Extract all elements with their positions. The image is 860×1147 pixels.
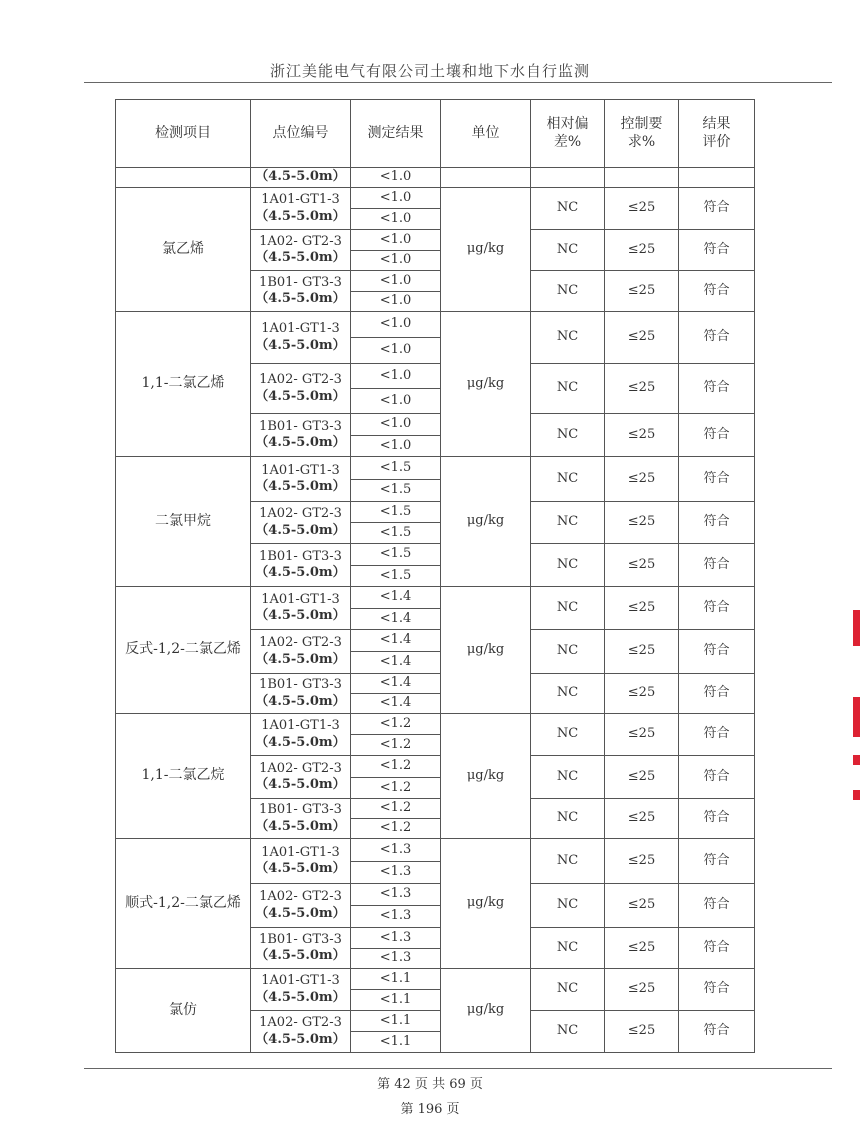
result-cell: <1.0 bbox=[351, 389, 441, 414]
point-depth: （4.5-5.0m） bbox=[255, 948, 346, 963]
header-text: 结果评价 bbox=[702, 116, 731, 150]
requirement-cell: ≤25 bbox=[605, 414, 679, 457]
point-cell bbox=[251, 587, 351, 630]
table-header-row bbox=[116, 100, 755, 168]
point-depth: （4.5-5.0m） bbox=[251, 168, 351, 188]
point-cell bbox=[251, 839, 351, 884]
requirement-cell: ≤25 bbox=[605, 799, 679, 839]
point-depth: （4.5-5.0m） bbox=[255, 693, 346, 709]
test-item: 二氯甲烷 bbox=[116, 457, 251, 587]
point-id: 1A01-GT1-3 bbox=[261, 321, 340, 337]
result-cell: <1.4 bbox=[351, 652, 441, 674]
point-depth: （4.5-5.0m） bbox=[255, 905, 346, 921]
deviation-cell: NC bbox=[531, 230, 605, 271]
point-cell bbox=[251, 884, 351, 928]
result-cell: <1.0 bbox=[351, 436, 441, 457]
point-cell bbox=[251, 414, 351, 457]
requirement-cell: ≤25 bbox=[605, 969, 679, 1011]
table-row bbox=[116, 312, 755, 338]
page-total: 第 196 页 bbox=[400, 1102, 460, 1117]
point-cell bbox=[251, 756, 351, 799]
evaluation-cell: 符合 bbox=[679, 839, 755, 884]
point-cell bbox=[251, 502, 351, 544]
result-cell: <1.0 bbox=[351, 338, 441, 364]
point-cell bbox=[251, 312, 351, 364]
point-id: 1A02- GT2-3 bbox=[259, 506, 342, 522]
result-cell: <1.1 bbox=[351, 969, 441, 990]
point-depth: （4.5-5.0m） bbox=[255, 250, 346, 265]
result-cell: <1.5 bbox=[351, 480, 441, 502]
evaluation-cell: 符合 bbox=[679, 457, 755, 502]
deviation-cell: NC bbox=[531, 312, 605, 364]
requirement-cell: ≤25 bbox=[605, 928, 679, 969]
point-depth: （4.5-5.0m） bbox=[255, 608, 346, 623]
result-cell: <1.2 bbox=[351, 819, 441, 839]
deviation-cell: NC bbox=[531, 188, 605, 230]
header-rule bbox=[84, 82, 832, 83]
point-depth: （4.5-5.0m） bbox=[255, 479, 346, 494]
deviation-cell: NC bbox=[531, 1011, 605, 1053]
test-item: 反式-1,2-二氯乙烯 bbox=[116, 587, 251, 714]
point-cell bbox=[251, 271, 351, 312]
requirement-cell: ≤25 bbox=[605, 312, 679, 364]
requirement-cell: ≤25 bbox=[605, 1011, 679, 1053]
report-header: 浙江美能电气有限公司土壤和地下水自行监测 bbox=[269, 62, 590, 80]
point-depth: （4.5-5.0m） bbox=[255, 522, 346, 538]
point-depth: （4.5-5.0m） bbox=[255, 818, 346, 834]
deviation-cell: NC bbox=[531, 587, 605, 630]
result-cell: <1.5 bbox=[351, 566, 441, 587]
requirement-cell: ≤25 bbox=[605, 884, 679, 928]
requirement-cell: ≤25 bbox=[605, 544, 679, 587]
point-cell bbox=[251, 630, 351, 674]
requirement-cell: ≤25 bbox=[605, 714, 679, 756]
point-id: 1B01- GT3-3 bbox=[259, 677, 342, 693]
unit-cell: μg/kg bbox=[441, 188, 531, 312]
evaluation-cell: 符合 bbox=[679, 544, 755, 587]
evaluation-cell: 符合 bbox=[679, 364, 755, 414]
point-depth: （4.5-5.0m） bbox=[255, 337, 346, 353]
point-cell bbox=[251, 230, 351, 271]
evaluation-cell: 符合 bbox=[679, 230, 755, 271]
result-cell: <1.0 bbox=[351, 364, 441, 389]
point-id: 1A02- GT2-3 bbox=[259, 372, 342, 388]
result-cell: <1.5 bbox=[351, 544, 441, 566]
header-text: 相对偏差% bbox=[546, 116, 589, 150]
point-cell bbox=[251, 544, 351, 587]
deviation-cell: NC bbox=[531, 630, 605, 674]
point-id: 1B01- GT3-3 bbox=[259, 418, 342, 434]
deviation-cell: NC bbox=[531, 414, 605, 457]
monitoring-table bbox=[115, 99, 755, 1053]
point-id: 1B01- GT3-3 bbox=[259, 548, 342, 564]
result-cell: <1.4 bbox=[351, 587, 441, 609]
requirement-cell: ≤25 bbox=[605, 188, 679, 230]
point-depth: （4.5-5.0m） bbox=[255, 777, 346, 792]
evaluation-cell: 符合 bbox=[679, 312, 755, 364]
result-cell: <1.3 bbox=[351, 949, 441, 969]
evaluation-cell: 符合 bbox=[679, 756, 755, 799]
point-depth: （4.5-5.0m） bbox=[255, 1031, 346, 1047]
table-row bbox=[116, 457, 755, 480]
result-cell: <1.3 bbox=[351, 839, 441, 862]
point-cell bbox=[251, 674, 351, 714]
evaluation-cell: 符合 bbox=[679, 1011, 755, 1053]
unit-cell: μg/kg bbox=[441, 312, 531, 457]
result-cell: <1.3 bbox=[351, 906, 441, 928]
evaluation-cell: 符合 bbox=[679, 414, 755, 457]
point-cell bbox=[251, 457, 351, 502]
result-cell: <1.4 bbox=[351, 630, 441, 652]
result-cell: <1.0 bbox=[351, 292, 441, 312]
point-depth: （4.5-5.0m） bbox=[255, 291, 346, 306]
header-cell: 测定结果 bbox=[351, 100, 441, 168]
point-cell bbox=[251, 1011, 351, 1053]
deviation-cell: NC bbox=[531, 544, 605, 587]
result-cell: <1.4 bbox=[351, 674, 441, 694]
margin-mark bbox=[853, 790, 860, 800]
result-cell: <1.5 bbox=[351, 523, 441, 544]
deviation-cell: NC bbox=[531, 928, 605, 969]
point-depth: （4.5-5.0m） bbox=[255, 565, 346, 580]
requirement-cell: ≤25 bbox=[605, 674, 679, 714]
margin-mark bbox=[853, 755, 860, 765]
result-cell: <1.4 bbox=[351, 609, 441, 630]
header-cell: 单位 bbox=[441, 100, 531, 168]
result-cell: <1.0 bbox=[351, 209, 441, 230]
requirement-cell: ≤25 bbox=[605, 271, 679, 312]
point-id: 1A02- GT2-3 bbox=[259, 233, 342, 249]
point-id: 1A01-GT1-3 bbox=[261, 718, 340, 734]
deviation-cell: NC bbox=[531, 674, 605, 714]
evaluation-cell: 符合 bbox=[679, 884, 755, 928]
result-cell: <1.1 bbox=[351, 1032, 441, 1053]
point-depth: （4.5-5.0m） bbox=[255, 435, 346, 450]
table-row bbox=[116, 714, 755, 735]
evaluation-cell: 符合 bbox=[679, 928, 755, 969]
result-cell: <1.0 bbox=[351, 168, 441, 188]
point-id: 1A01-GT1-3 bbox=[261, 591, 340, 607]
deviation-cell: NC bbox=[531, 457, 605, 502]
point-depth: （4.5-5.0m） bbox=[255, 861, 346, 876]
point-depth: （4.5-5.0m） bbox=[255, 651, 346, 667]
point-cell bbox=[251, 928, 351, 969]
table-row bbox=[116, 839, 755, 862]
unit-cell: μg/kg bbox=[441, 714, 531, 839]
header-cell bbox=[679, 100, 755, 168]
point-depth: （4.5-5.0m） bbox=[255, 208, 346, 224]
table-row bbox=[116, 587, 755, 609]
result-cell: <1.5 bbox=[351, 457, 441, 480]
evaluation-cell: 符合 bbox=[679, 799, 755, 839]
point-depth: （4.5-5.0m） bbox=[255, 388, 346, 404]
result-cell: <1.0 bbox=[351, 251, 441, 271]
deviation-cell: NC bbox=[531, 969, 605, 1011]
point-id: 1B01- GT3-3 bbox=[259, 274, 342, 290]
evaluation-cell: 符合 bbox=[679, 502, 755, 544]
result-cell: <1.1 bbox=[351, 990, 441, 1011]
evaluation-cell: 符合 bbox=[679, 674, 755, 714]
deviation-cell: NC bbox=[531, 799, 605, 839]
result-cell: <1.0 bbox=[351, 271, 441, 292]
deviation-cell: NC bbox=[531, 884, 605, 928]
unit-cell: μg/kg bbox=[441, 457, 531, 587]
point-cell bbox=[251, 799, 351, 839]
deviation-cell: NC bbox=[531, 839, 605, 884]
point-id: 1A02- GT2-3 bbox=[259, 1015, 342, 1031]
point-depth: （4.5-5.0m） bbox=[255, 989, 346, 1005]
point-id: 1A01-GT1-3 bbox=[261, 973, 340, 989]
test-item: 顺式-1,2-二氯乙烯 bbox=[116, 839, 251, 969]
point-id: 1A01-GT1-3 bbox=[261, 462, 340, 478]
result-cell: <1.2 bbox=[351, 778, 441, 799]
table-row bbox=[116, 969, 755, 990]
requirement-cell: ≤25 bbox=[605, 457, 679, 502]
result-cell: <1.0 bbox=[351, 414, 441, 436]
header-cell bbox=[531, 100, 605, 168]
result-cell: <1.4 bbox=[351, 694, 441, 714]
evaluation-cell: 符合 bbox=[679, 587, 755, 630]
requirement-cell: ≤25 bbox=[605, 502, 679, 544]
result-cell: <1.3 bbox=[351, 928, 441, 949]
header-cell: 点位编号 bbox=[251, 100, 351, 168]
deviation-cell: NC bbox=[531, 364, 605, 414]
test-item: 1,1-二氯乙烷 bbox=[116, 714, 251, 839]
result-cell: <1.5 bbox=[351, 502, 441, 523]
header-text: 控制要求% bbox=[620, 116, 663, 150]
requirement-cell: ≤25 bbox=[605, 364, 679, 414]
requirement-cell: ≤25 bbox=[605, 756, 679, 799]
footer-rule bbox=[84, 1068, 832, 1069]
evaluation-cell: 符合 bbox=[679, 188, 755, 230]
result-cell: <1.2 bbox=[351, 799, 441, 819]
margin-mark bbox=[853, 697, 860, 737]
carry-over-row bbox=[116, 168, 755, 188]
result-cell: <1.0 bbox=[351, 312, 441, 338]
test-item: 氯仿 bbox=[116, 969, 251, 1053]
requirement-cell: ≤25 bbox=[605, 839, 679, 884]
point-depth: （4.5-5.0m） bbox=[255, 734, 346, 750]
result-cell: <1.2 bbox=[351, 756, 441, 778]
result-cell: <1.0 bbox=[351, 188, 441, 209]
deviation-cell: NC bbox=[531, 714, 605, 756]
deviation-cell: NC bbox=[531, 271, 605, 312]
result-cell: <1.3 bbox=[351, 862, 441, 884]
point-id: 1A01-GT1-3 bbox=[261, 192, 340, 208]
test-item: 1,1-二氯乙烯 bbox=[116, 312, 251, 457]
point-id: 1A02- GT2-3 bbox=[259, 760, 342, 776]
requirement-cell: ≤25 bbox=[605, 630, 679, 674]
point-cell bbox=[251, 364, 351, 414]
header-cell: 检测项目 bbox=[116, 100, 251, 168]
requirement-cell: ≤25 bbox=[605, 230, 679, 271]
point-id: 1A01-GT1-3 bbox=[261, 844, 340, 860]
margin-mark bbox=[853, 610, 860, 646]
table-row bbox=[116, 188, 755, 209]
header-cell bbox=[605, 100, 679, 168]
evaluation-cell: 符合 bbox=[679, 271, 755, 312]
requirement-cell: ≤25 bbox=[605, 587, 679, 630]
result-cell: <1.1 bbox=[351, 1011, 441, 1032]
evaluation-cell: 符合 bbox=[679, 630, 755, 674]
point-id: 1A02- GT2-3 bbox=[259, 635, 342, 651]
point-cell bbox=[251, 714, 351, 756]
point-id: 1B01- GT3-3 bbox=[259, 931, 342, 947]
unit-cell: μg/kg bbox=[441, 587, 531, 714]
evaluation-cell: 符合 bbox=[679, 714, 755, 756]
deviation-cell: NC bbox=[531, 756, 605, 799]
unit-cell: μg/kg bbox=[441, 969, 531, 1053]
point-cell bbox=[251, 188, 351, 230]
point-cell bbox=[251, 969, 351, 1011]
test-item: 氯乙烯 bbox=[116, 188, 251, 312]
evaluation-cell: 符合 bbox=[679, 969, 755, 1011]
result-cell: <1.0 bbox=[351, 230, 441, 251]
point-id: 1A02- GT2-3 bbox=[259, 889, 342, 905]
deviation-cell: NC bbox=[531, 502, 605, 544]
table-body bbox=[116, 168, 755, 1053]
result-cell: <1.2 bbox=[351, 735, 441, 756]
point-id: 1B01- GT3-3 bbox=[259, 802, 342, 818]
unit-cell: μg/kg bbox=[441, 839, 531, 969]
page-counter: 第 42 页 共 69 页 bbox=[377, 1077, 483, 1092]
result-cell: <1.3 bbox=[351, 884, 441, 906]
result-cell: <1.2 bbox=[351, 714, 441, 735]
